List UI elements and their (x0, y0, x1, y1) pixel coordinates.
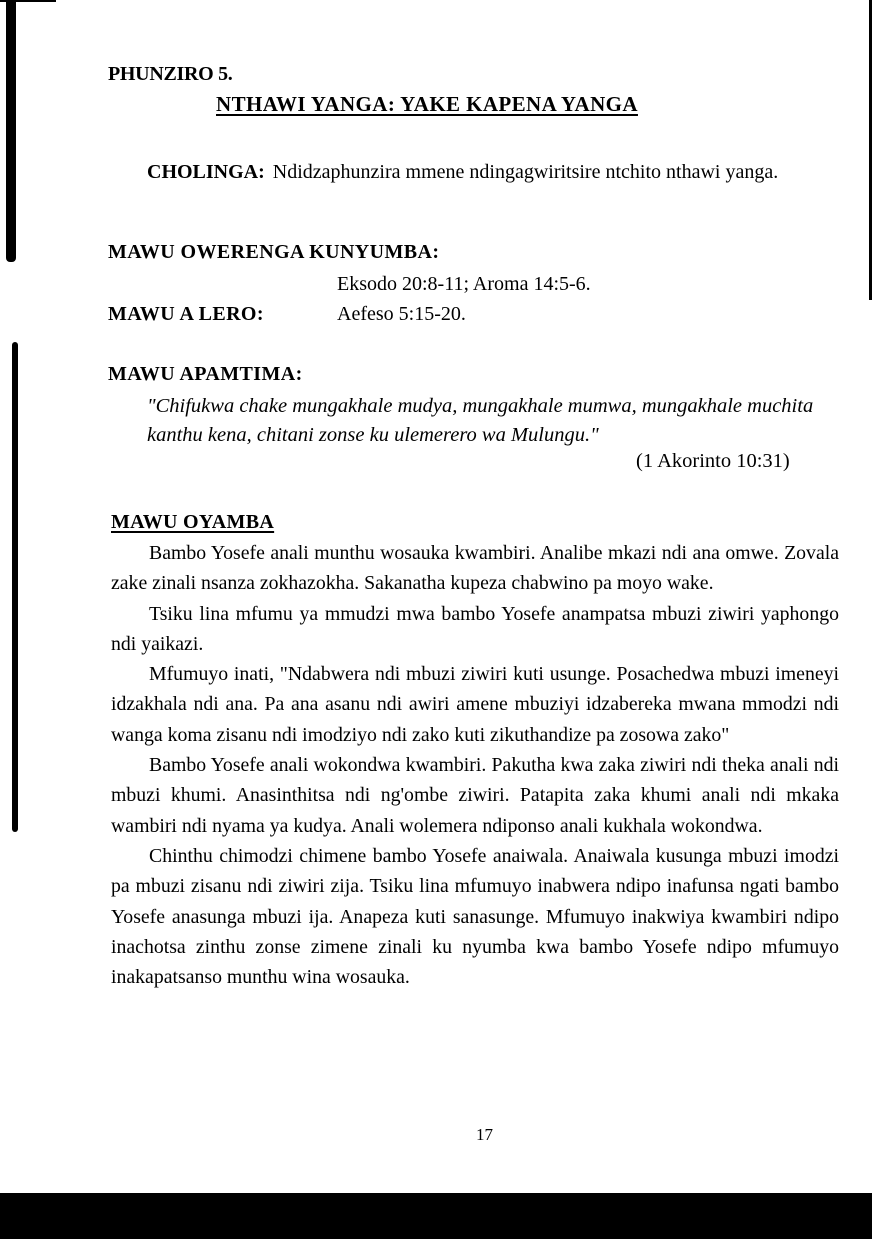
todays-word-value: Aefeso 5:15-20. (337, 303, 466, 325)
story-body (111, 538, 839, 992)
memory-verse-text: "Chifukwa chake mungakhale mudya, mungakhale mumwa, mungakhale muchita kanthu kena, chitani zonse ku ulemerero wa Mulungu." (147, 395, 814, 446)
story-paragraph: Mfumuyo inati, "Ndabwera ndi mbuzi ziwiri kuti usunge. Posachedwa mbuzi imeneyi idzakhala ndi ana. Pa ana asanu ndi awiri amene mbuziyi idzabereka mwana mmodzi ndi wanga koma zisanu ndi imodziyo ndi zako kuti zikuthandize pa zosowa zako" (111, 663, 839, 746)
story-paragraph: Bambo Yosefe anali wokondwa kwambiri. Pakutha kwa zaka ziwiri ndi theka anali ndi mbuzi khumi. Anasinthitsa ndi ng'ombe ziwiri. Patapita zaka khumi anali ndi mkaka wambiri ndi nyama ya kudya. Anali wolemera ndiponso anali kukhala wokondwa. (111, 754, 839, 837)
page-number: 17 (476, 1125, 493, 1144)
story-paragraph: Chinthu chimodzi chimene bambo Yosefe anaiwala. Anaiwala kusunga mbuzi imodzi pa mbuzi zisanu ndi ziwiri zija. Tsiku lina mfumuyo inabwera ndipo inafunsa ngati bambo Yosefe anasunga mbuzi ija. Anapeza kuti sanasunge. Mfumuyo inakwiya kwambiri ndipo inachotsa zinthu zonse zimene zinali ku nyumba kwa bambo Yosefe ndipo mfumuyo inakapatsanso munthu wina wosauka. (111, 844, 839, 989)
story-paragraph: Tsiku lina mfumu ya mmudzi mwa bambo Yosefe anampatsa mbuzi ziwiri yaphongo ndi yaikazi. (111, 602, 839, 655)
objective-label: CHOLINGA: (147, 161, 265, 183)
story-heading: MAWU OYAMBA (111, 511, 275, 533)
scan-edge-left-upper (6, 0, 16, 262)
story-paragraph: Bambo Yosefe anali munthu wosauka kwambiri. Analibe mkazi ndi ana omwe. Zovala zake zinali nsanza zokhazokha. Sakanatha kupeza chabwino pa moyo wake. (111, 542, 839, 595)
memory-verse-label: MAWU APAMTIMA: (108, 363, 303, 385)
lesson-number: PHUNZIRO 5. (108, 63, 233, 85)
objective-text: Ndidzaphunzira mmene ndingagwiritsire ntchito nthawi yanga. (272, 161, 779, 183)
todays-word-label: MAWU A LERO: (108, 303, 264, 325)
memory-verse-reference: (1 Akorinto 10:31) (636, 450, 790, 472)
objective (147, 155, 827, 190)
scan-edge-bottom (0, 1193, 872, 1239)
lesson-title: NTHAWI YANGA: YAKE KAPENA YANGA (216, 92, 638, 116)
home-reading-value: Eksodo 20:8-11; Aroma 14:5-6. (337, 273, 591, 295)
home-reading-label: MAWU OWERENGA KUNYUMBA: (108, 241, 440, 263)
scan-edge-left-lower (12, 342, 18, 832)
